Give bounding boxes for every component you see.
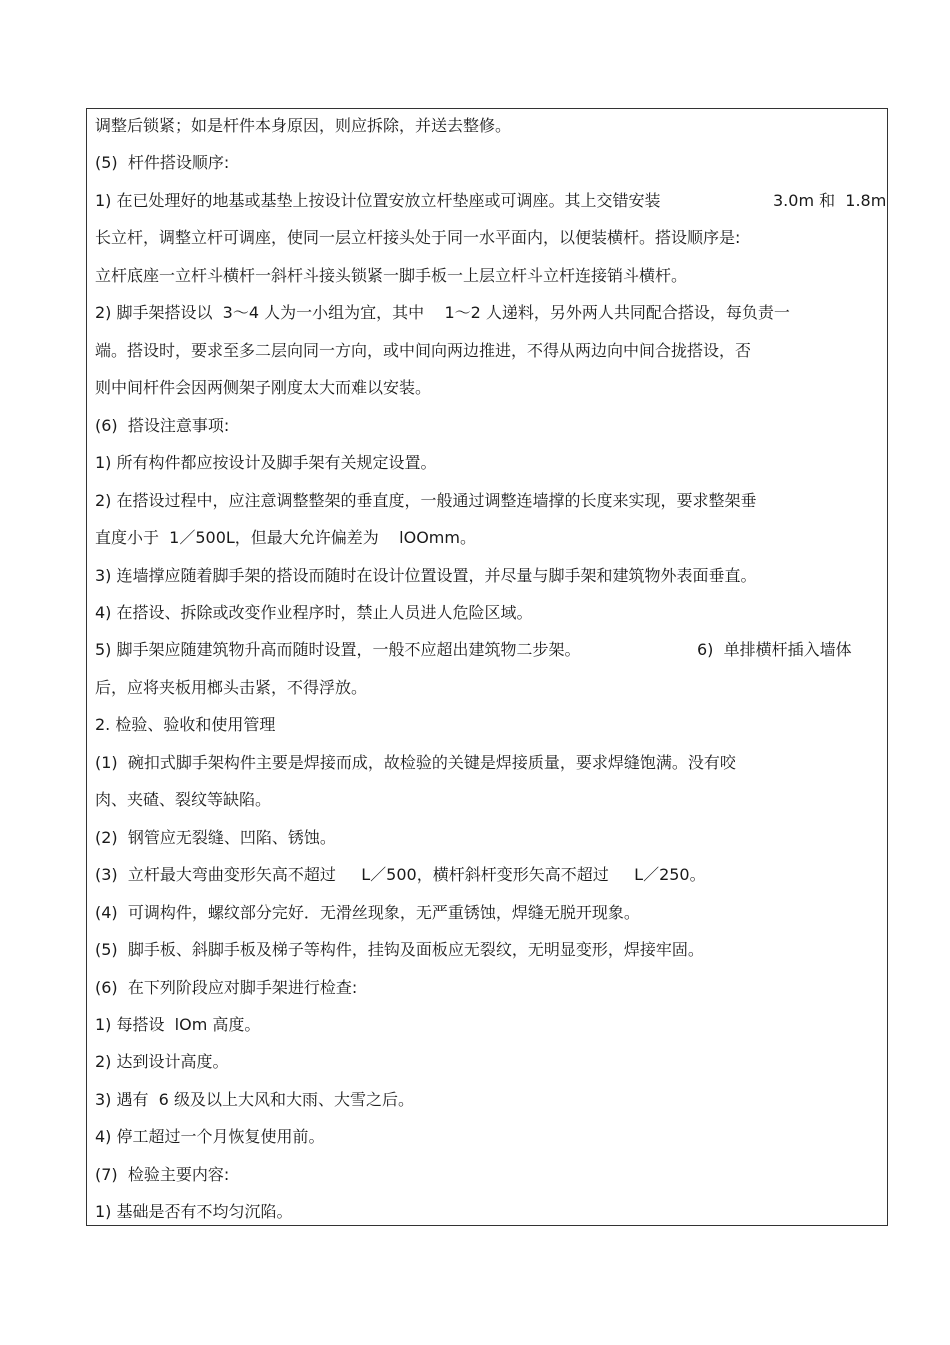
text-line: 1) 在已处理好的地基或基垫上按设计位置安放立杆垫座或可调座。其上交错安装 <box>95 191 661 210</box>
text-line: 5) 脚手架应随建筑物升高而随时设置，一般不应超出建筑物二步架。 <box>95 640 581 659</box>
text-line: (2) 钢管应无裂缝、凹陷、锈蚀。 <box>95 828 336 847</box>
text-fragment: 3.0m 和 1.8m <box>773 191 887 210</box>
text-line: 立杆底座一立杆斗横杆一斜杆斗接头锁紧一脚手板一上层立杆斗立杆连接销斗横杆。 <box>95 266 688 285</box>
text-line: (1) 碗扣式脚手架构件主要是焊接而成，故检验的关键是焊接质量，要求焊缝饱满。没有咬 <box>95 753 736 772</box>
text-line: 长立杆，调整立杆可调座，使同一层立杆接头处于同一水平面内，以便装横杆。搭设顺序是: <box>95 228 741 247</box>
text-line: (4) 可调构件，螺纹部分完好．无滑丝现象，无严重锈蚀，焊缝无脱开现象。 <box>95 903 640 922</box>
text-fragment: 6) 单排横杆插入墙体 <box>697 640 852 659</box>
text-line: 肉、夹碴、裂纹等缺陷。 <box>95 790 272 809</box>
text-line: 调整后锁紧；如是杆件本身原因，则应拆除，并送去整修。 <box>95 116 512 135</box>
text-line: 1) 所有构件都应按设计及脚手架有关规定设置。 <box>95 453 437 472</box>
text-line: 4) 在搭设、拆除或改变作业程序时，禁止人员进人危险区域。 <box>95 603 533 622</box>
text-line: (5) 脚手板、斜脚手板及梯子等构件，挂钩及面板应无裂纹，无明显变形，焊接牢固。 <box>95 940 704 959</box>
text-line: 端。搭设时，要求至多二层向同一方向，或中间向两边推进，不得从两边向中间合拢搭设，否 <box>95 341 752 360</box>
text-line: (3) 立杆最大弯曲变形矢高不超过 L／500，横杆斜杆变形矢高不超过 L／250。 <box>95 865 706 884</box>
text-line: 直度小于 1／500L，但最大允许偏差为 lOOmm。 <box>95 528 476 547</box>
section-heading: (5) 杆件搭设顺序: <box>95 153 230 172</box>
text-line: (6) 在下列阶段应对脚手架进行检查: <box>95 978 358 997</box>
section-heading: (6) 搭设注意事项: <box>95 416 230 435</box>
text-line: 2) 达到设计高度。 <box>95 1052 229 1071</box>
text-line: 1) 每搭设 lOm 高度。 <box>95 1015 261 1034</box>
text-line: 后，应将夹板用榔头击紧，不得浮放。 <box>95 678 368 697</box>
text-line: 2) 脚手架搭设以 3～4 人为一小组为宜，其中 1～2 人递料，另外两人共同配合搭设，每负责一 <box>95 303 790 322</box>
section-heading: (7) 检验主要内容: <box>95 1165 230 1184</box>
text-line: 3) 连墙撑应随着脚手架的搭设而随时在设计位置设置，并尽量与脚手架和建筑物外表面垂直。 <box>95 566 757 585</box>
text-line: 3) 遇有 6 级及以上大风和大雨、大雪之后。 <box>95 1090 414 1109</box>
section-heading: 2. 检验、验收和使用管理 <box>95 715 276 734</box>
text-line: 2) 在搭设过程中，应注意调整整架的垂直度，一般通过调整连墙撑的长度来实现，要求整架垂 <box>95 491 757 510</box>
text-line: 1) 基础是否有不均匀沉陷。 <box>95 1202 293 1221</box>
text-line: 则中间杆件会因两侧架子刚度太大而难以安装。 <box>95 378 432 397</box>
text-line: 4) 停工超过一个月恢复使用前。 <box>95 1127 325 1146</box>
